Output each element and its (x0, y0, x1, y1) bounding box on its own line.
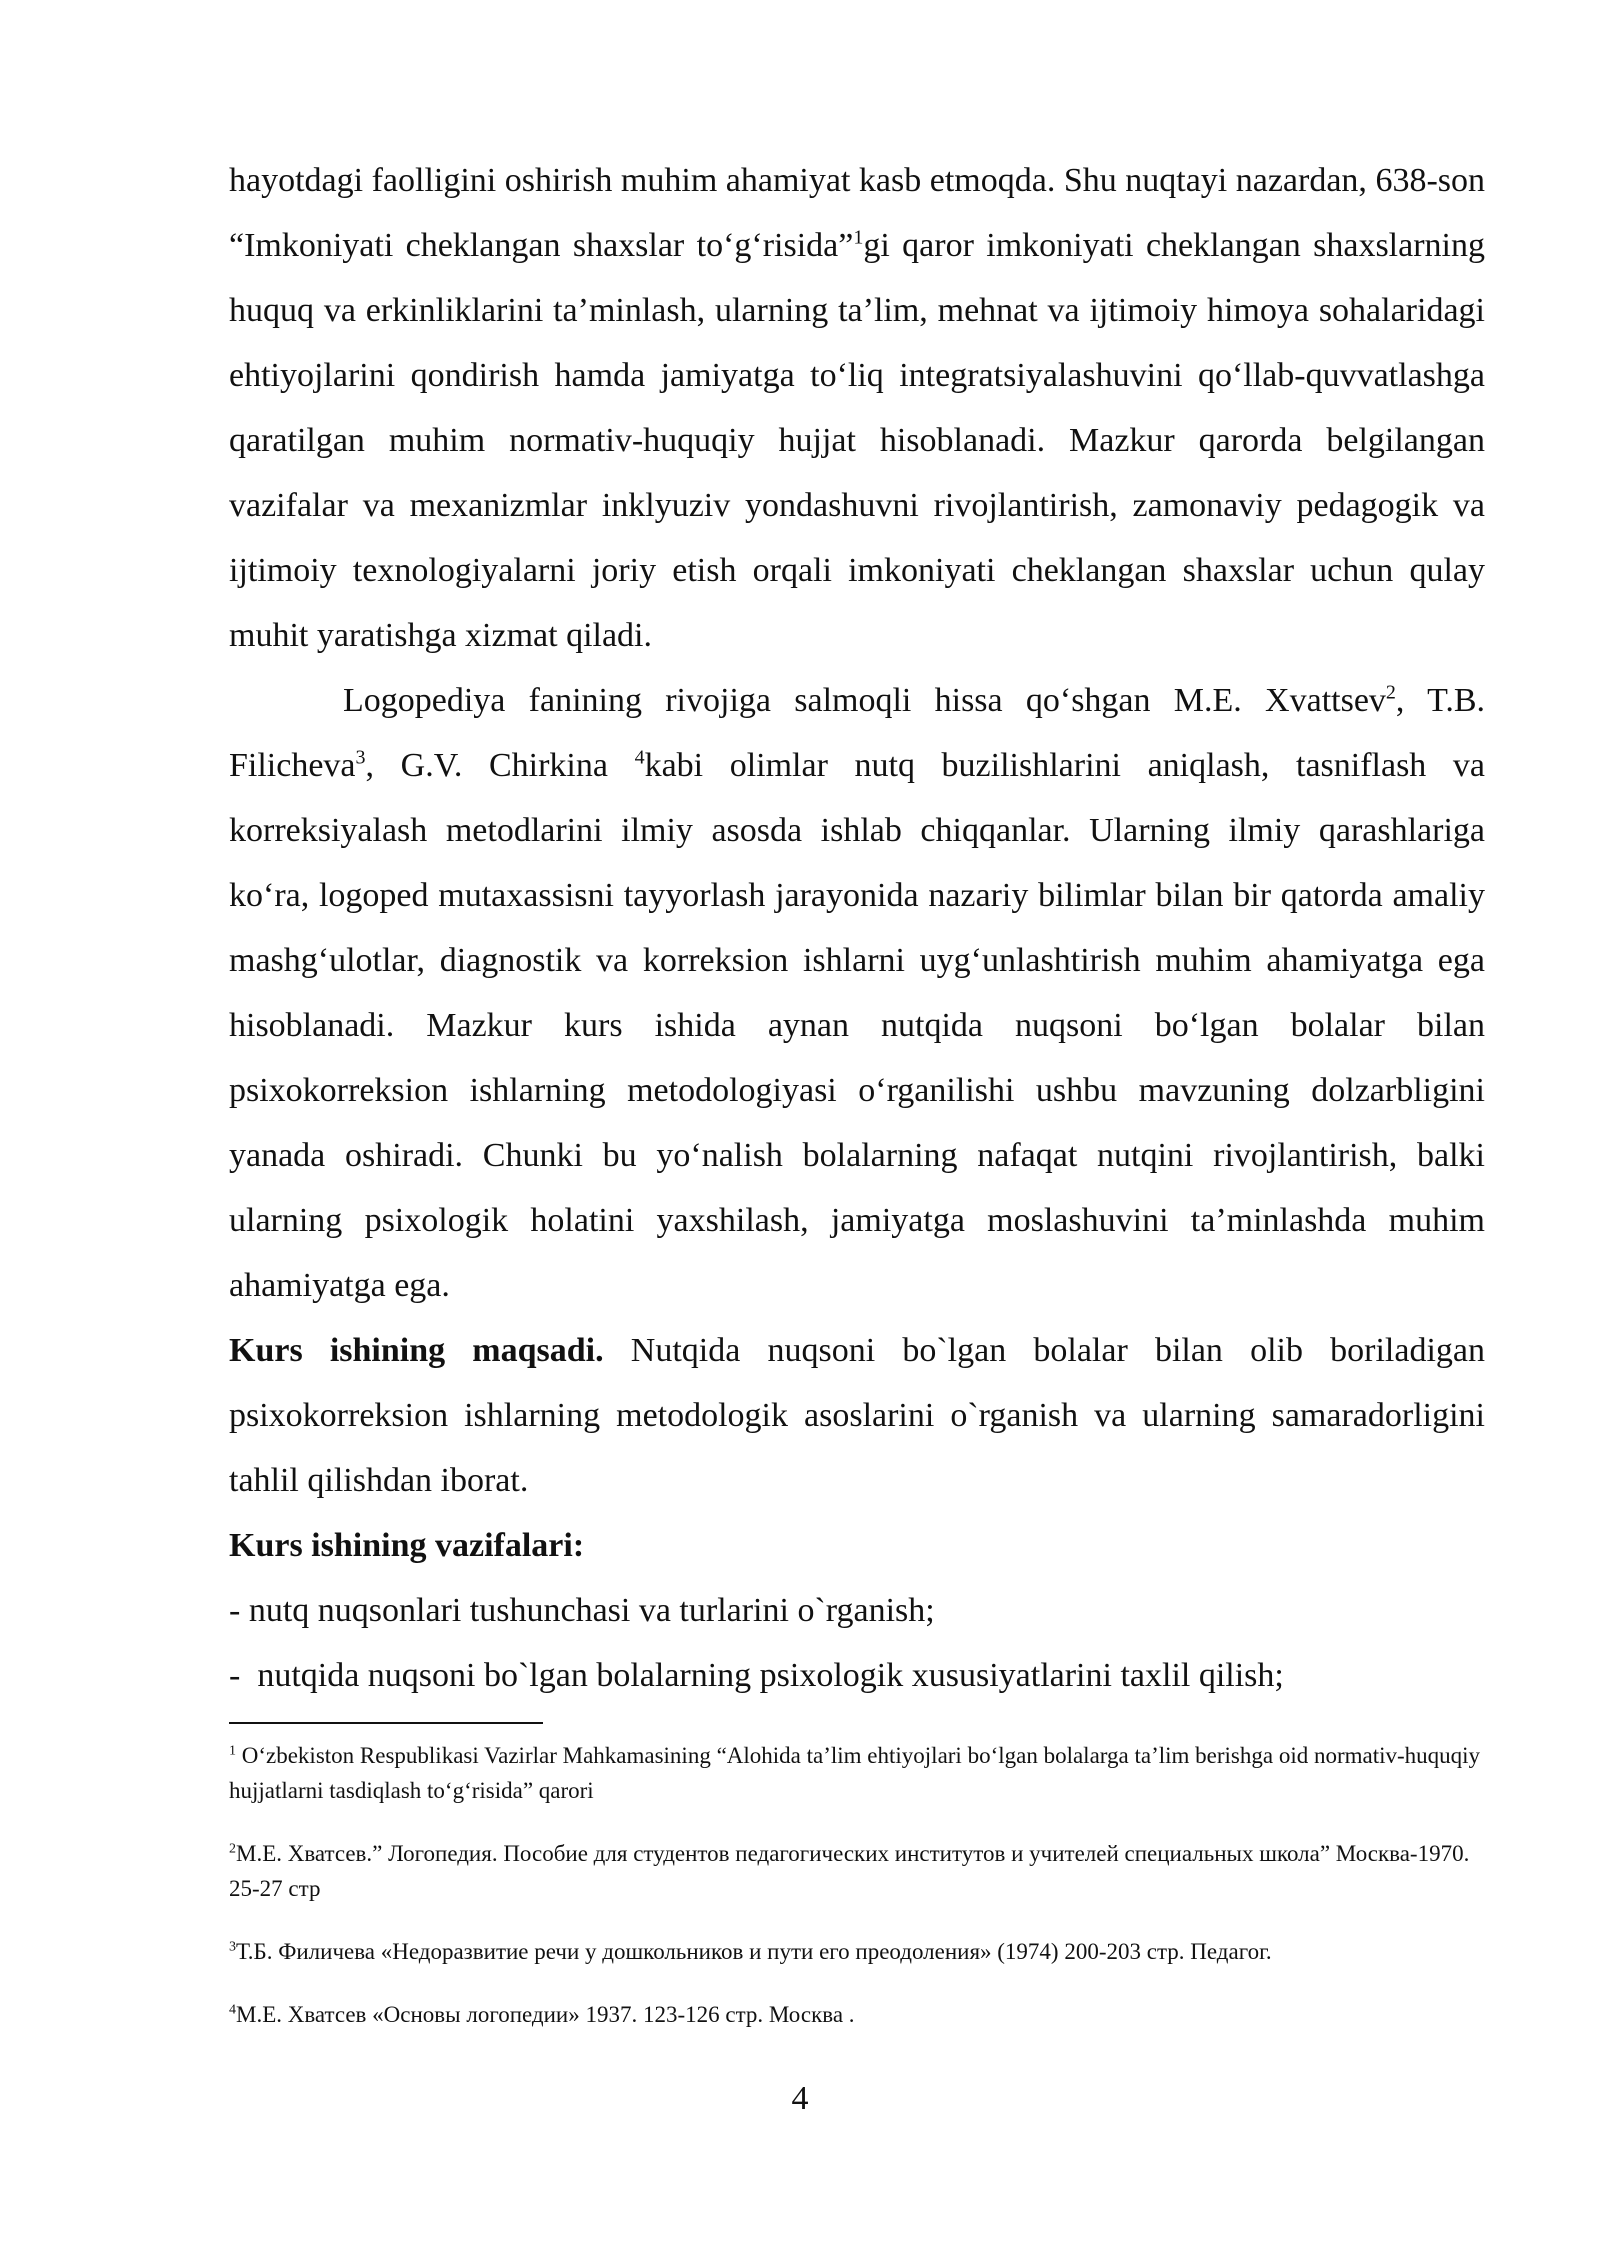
footnotes (229, 1738, 1485, 2032)
footnote-ref-3[interactable]: 3 (355, 746, 366, 769)
footnote-ref-1[interactable]: 1 (853, 226, 864, 249)
task-item-1: - nutq nuqsonlari tushunchasi va turlarini o`rganish; (229, 1592, 935, 1629)
paragraph-text: hayotdagi faolligini oshirish muhim ahamiyat kasb etmoqda. Shu nuqtayi nazardan, 638-son “Imkoniyati cheklangan shaxslar to‘g‘risida” (229, 162, 1485, 264)
footnote-text: Т.Б. Филичева «Недоразвитие речи у дошкольников и пути его преодоления» (1974) 200-203 стр. Педагог. (236, 1939, 1272, 1964)
goal-text: Nutqida nuqsoni bo`lgan bolalar bilan olib boriladigan psixokorreksion ishlarning metodologik asoslarini o`rganish va ularning samaradorligini tahlil qilishdan iborat. (229, 1332, 1485, 1499)
footnote-mark: 2 (229, 1841, 236, 1857)
paragraph-intro (229, 148, 1485, 668)
paragraph-text: , G.V. Chirkina (365, 747, 635, 784)
footnote-4 (229, 1997, 1485, 2032)
paragraph-text: , T.B. Filicheva (229, 682, 1485, 784)
footnote-text: O‘zbekiston Respublikasi Vazirlar Mahkamasining “Alohida ta’lim ehtiyojlari bo‘lgan bolalarga ta’lim berishga oid normativ-huquqiy hujjatlarni tasdiqlash to‘g‘risida” qarori (229, 1743, 1481, 1803)
page-number: 4 (791, 2080, 809, 2117)
paragraph-goal (229, 1318, 1485, 1513)
footnote-mark: 1 (229, 1743, 236, 1759)
paragraph-text: Logopediya fanining rivojiga salmoqli hissa qo‘shgan M.E. Xvattsev (343, 682, 1386, 719)
footnote-separator (229, 1722, 543, 1724)
paragraph-text: kabi olimlar nutq buzilishlarini aniqlash, tasniflash va korreksiyalash metodlarini ilmiy asosda ishlab chiqqanlar. Ularning ilmiy qarashlariga ko‘ra, logoped mutaxassisni tayyorlash jarayonida nazariy bilimlar bilan bir qatorda amaliy mashg‘ulotlar, diagnostik va korreksion ishlarni uyg‘unlashtirish muhim ahamiyatga ega hisoblanadi. Mazkur kurs ishida aynan nutqida nuqsoni bo‘lgan bolalar bilan psixokorreksion ishlarning metodologiyasi o‘rganilishi ushbu mavzuning dolzarbligini yanada oshiradi. Chunki bu yo‘nalish bolalarning nafaqat nutqini rivojlantirish, balki ularning psixologik holatini yaxshilash, jamiyatga moslashuvini ta’minlashda muhim ahamiyatga ega. (229, 747, 1485, 1304)
footnote-2 (229, 1836, 1485, 1906)
footnote-text: М.Е. Хватсев «Основы логопедии» 1937. 123-126 стр. Москва . (236, 2002, 855, 2027)
task-item-2: - nutqida nuqsoni bo`lgan bolalarning psixologik xususiyatlarini taxlil qilish; (229, 1657, 1284, 1694)
goal-label: Kurs ishining maqsadi. (229, 1332, 604, 1369)
footnote-ref-2[interactable]: 2 (1385, 681, 1396, 704)
footnote-mark: 4 (229, 2002, 236, 2018)
footnote-text: М.Е. Хватсев.” Логопедия. Пособие для студентов педагогических институтов и учителей специальных школа” Москва-1970. 25-27 стр (229, 1841, 1470, 1901)
document-page (229, 148, 1485, 2060)
footnote-ref-4[interactable]: 4 (634, 746, 645, 769)
paragraph-text: gi qaror imkoniyati cheklangan shaxslarning huquq va erkinliklarini ta’minlash, ularning ta’lim, mehnat va ijtimoiy himoya sohalaridagi ehtiyojlarini qondirish hamda jamiyatga to‘liq integratsiyalashuvini qo‘llab-quvvatlashga qaratilgan muhim normativ-huquqiy hujjat hisoblanadi. Mazkur qarorda belgilangan vazifalar va mexanizmlar inklyuziv yondashuvni rivojlantirish, zamonaviy pedagogik va ijtimoiy texnologiyalarni joriy etish orqali imkoniyati cheklangan shaxslar uchun qulay muhit yaratishga xizmat qiladi. (229, 227, 1485, 654)
paragraph-logopedia (229, 668, 1485, 1318)
footnote-1 (229, 1738, 1485, 1808)
tasks-heading: Kurs ishining vazifalari: (229, 1527, 585, 1564)
footnote-mark: 3 (229, 1939, 236, 1955)
footnote-3 (229, 1934, 1485, 1969)
